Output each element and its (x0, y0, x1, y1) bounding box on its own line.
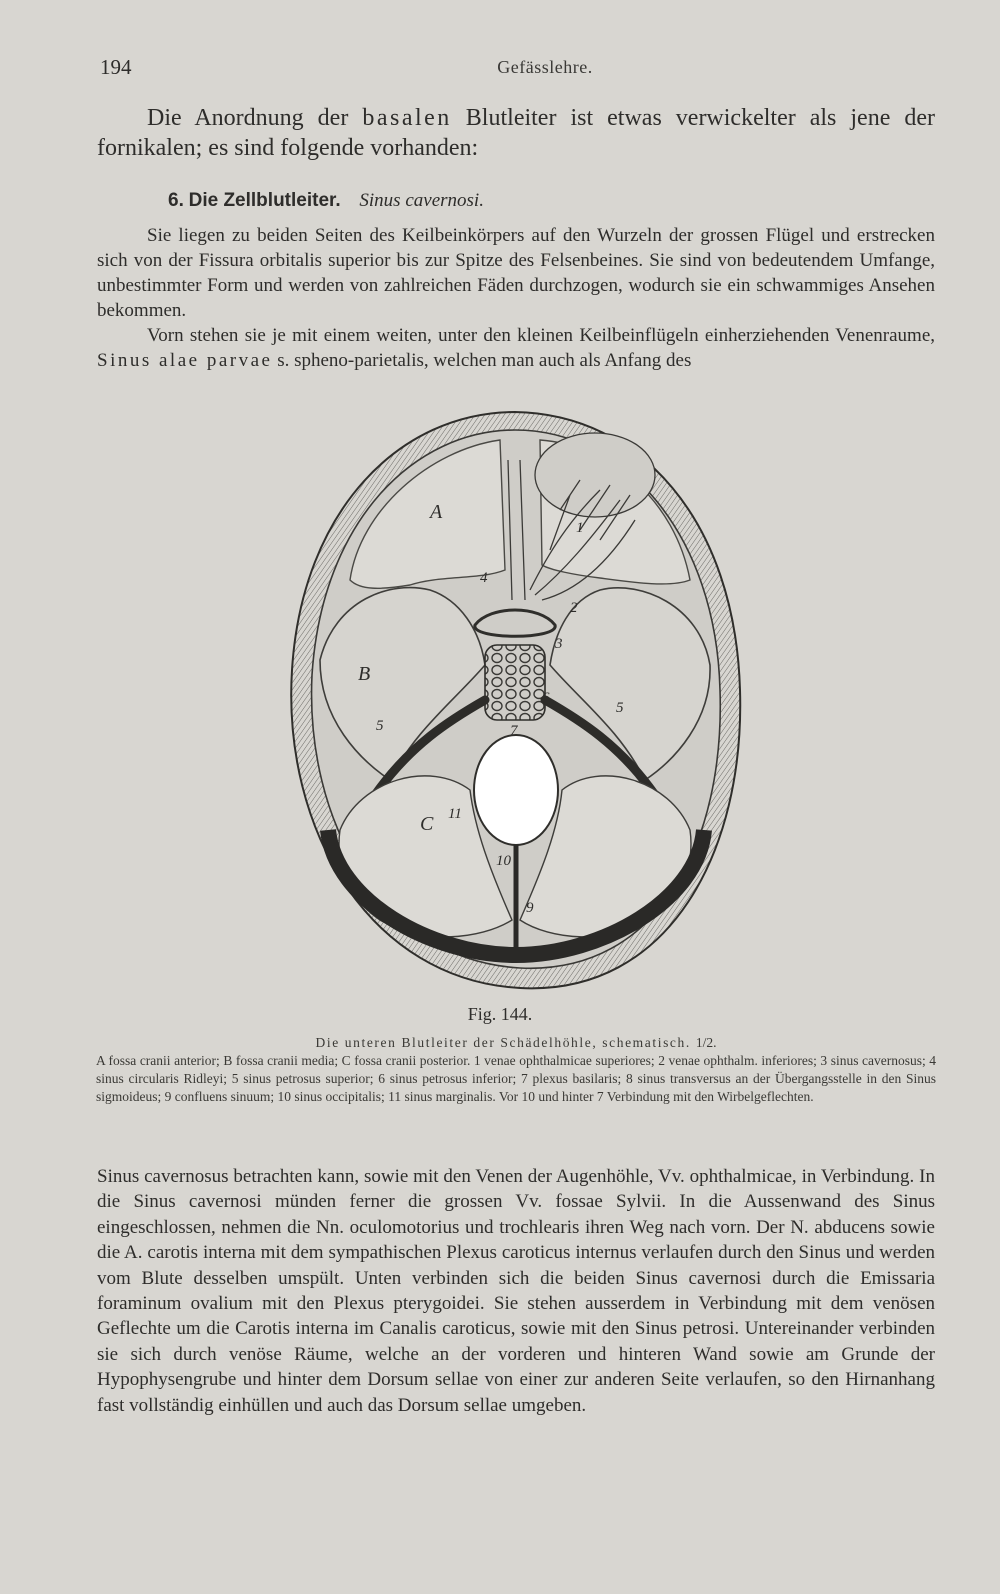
label-11: 11 (448, 806, 462, 822)
sinus-cavernosus-cells (485, 645, 545, 720)
caption-body: A fossa cranii anterior; B fossa cranii media; C fossa cranii posterior. 1 venae ophthalmicae superiores; 2 venae ophthalm. inferiores; 3 sinus cavernosus; 4 sinus circularis Ridleyi; 5 sinus petrosus superior; 6 sinus petrosus inferior; 7 plexus basilaris; 8 sinus transversus an der Übergangsstelle in den Sinus sigmoideus; 9 confluens sinuum; 10 sinus occipitalis; 11 sinus marginalis. Vor 10 und hinter 7 Verbindung mit den Wirbelgeflechten. (96, 1053, 936, 1104)
caption-scale: 1/2. (695, 1035, 717, 1050)
caption-title (96, 1034, 936, 1052)
para2-spaced-term: Sinus alae parvae (97, 350, 273, 371)
caption-title-text: Die unteren Blutleiter der Schädelhöhle, schematisch. (315, 1035, 691, 1050)
paragraph-3: Sinus cavernosus betrachten kann, sowie mit den Venen der Augenhöhle, Vv. ophthalmicae, in Verbindung. In die Sinus cavernosi münden ferner die grossen Vv. fossae Sylvii. In die Aussenwand des Sinus eingeschlossen, nehmen die Nn. oculomotorius und trochlearis ihren Weg nach vorn. Der N. abducens sowie die A. carotis interna mit dem sympathischen Plexus caroticus internus verlaufen durch den Sinus und werden vom Blute desselben umspült. Unten verbinden sich die beiden Sinus cavernosi durch die Emissaria foraminum ovalium mit den Plexus pterygoidei. Sie stehen ausserdem in Verbindung mit dem venösen Geflechte um die Carotis interna im Canalis caroticus, sowie mit den Sinus petrosi. Untereinander verbinden sie sich durch venöse Räume, welche an der vorderen und hinteren Wand sowie am Grunde der Hypophysengrube und hinter dem Dorsum sellae von einer zur anderen Seite verlaufen, so den Hirnanhang fast vollständig einhüllen und auch das Dorsum sellae umgeben. (97, 1166, 935, 1416)
paragraph-2 (97, 323, 935, 373)
label-3: 3 (555, 636, 563, 652)
section-latin-title: Sinus cavernosi. (359, 190, 484, 211)
intro-paragraph (97, 103, 935, 163)
figure-number: Fig. 144. (467, 1004, 533, 1024)
paragraph-1: Sie liegen zu beiden Seiten des Keilbeinkörpers auf den Wurzeln der grossen Flügel und erstrecken sich von der Fissura orbitalis superior bis zur Spitze des Felsenbeines. Sie sind von bedeutendem Umfange, unbestimmter Form und werden von zahlreichen Fäden durchzogen, wodurch sie ein schwammiges Ansehen bekommen. (97, 225, 935, 321)
figure-caption (96, 1034, 936, 1106)
page-number: 194 (100, 55, 132, 79)
label-B: B (358, 663, 371, 685)
section-number: 6. (168, 190, 184, 211)
paragraph-sinus-cavernosi (97, 223, 935, 373)
page-header (100, 55, 930, 85)
paragraph-continuation (97, 1164, 935, 1418)
label-5-right: 5 (616, 700, 624, 716)
foramen-magnum (474, 735, 558, 845)
label-5-left: 5 (376, 718, 384, 734)
label-6: 6 (542, 690, 550, 706)
intro-text-2: Blutleiter ist etwas verwickelter als jene der fornikalen; es sind folgende vorhanden: (97, 105, 936, 161)
label-C: C (420, 813, 434, 835)
figure-skull-base-illustration (280, 400, 750, 1000)
running-head: Gefässlehre. (497, 57, 593, 77)
section-title: Die Zellblutleiter. (188, 190, 341, 211)
label-9: 9 (526, 900, 534, 916)
label-A: A (430, 501, 443, 523)
label-4: 4 (480, 570, 488, 586)
intro-spaced-term: basalen (362, 105, 452, 131)
section-heading (168, 190, 868, 212)
label-10: 10 (496, 853, 511, 869)
intro-text-1: Die Anordnung der (147, 105, 363, 131)
skull-base-drawing (280, 400, 750, 1000)
label-1: 1 (576, 520, 584, 536)
para2-text-1: Vorn stehen sie je mit einem weiten, unter den kleinen Keilbeinflügeln einherziehenden Venenraume, (147, 325, 935, 346)
label-7: 7 (510, 723, 518, 739)
label-2: 2 (570, 600, 578, 616)
para2-text-2: s. spheno-parietalis, welchen man auch als Anfang des (272, 350, 692, 371)
